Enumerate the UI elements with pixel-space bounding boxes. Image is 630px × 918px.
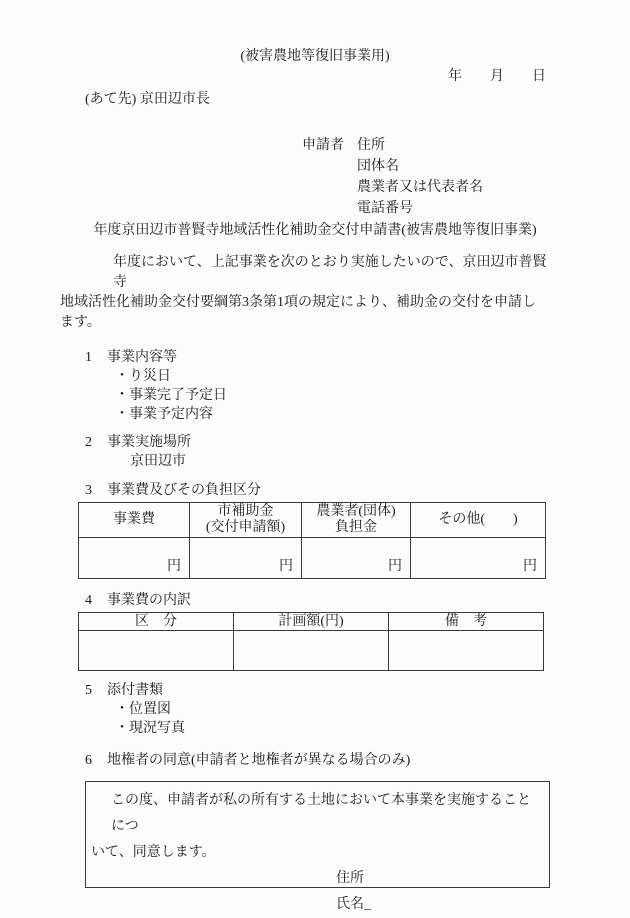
header-city-subsidy: [190, 503, 302, 538]
section5-title: 添付書類: [107, 683, 163, 698]
applicant-block: [302, 135, 630, 219]
document-title: 年度京田辺市普賢寺地域活性化補助金交付申請書(被害農地等復旧事業): [93, 223, 537, 238]
cell-empty: [234, 631, 389, 671]
section4-number: 4: [85, 593, 92, 608]
applicant-address-label: 住所: [357, 138, 385, 153]
section6-number: 6: [85, 753, 92, 768]
cell-empty: [79, 631, 234, 671]
header-text: 農業者(団体): [316, 504, 396, 519]
header-text: 市補助金: [217, 504, 274, 519]
cell-yen: 円: [79, 538, 190, 579]
landowner-consent-box: [85, 781, 550, 912]
section6-title: 地権者の同意(申請者と地権者が異なる場合のみ): [107, 753, 411, 768]
header-text: 事業費: [113, 512, 155, 527]
section3-number: 3: [85, 483, 92, 498]
body-line: 年度において、上記事業を次のとおり実施したいので、京田辺市普賢寺: [113, 255, 547, 290]
cell-yen: 円: [411, 538, 546, 579]
section4-heading: [85, 591, 630, 610]
consent-text-line: この度、申請者が私の所有する土地において本事業を実施することにつ: [111, 793, 531, 834]
date-line: 年 月 日: [448, 69, 546, 84]
applicant-phone-label: 電話番号: [357, 201, 413, 216]
consent-text-line: いて、同意します。: [91, 845, 216, 860]
header-category: 区 分: [79, 613, 234, 631]
section5-number: 5: [85, 683, 92, 698]
header-remarks: 備 考: [389, 613, 544, 631]
section6-heading: [85, 751, 630, 770]
list-item-disaster-date: ・り災日: [115, 369, 171, 384]
applicant-org-label: 団体名: [357, 159, 399, 174]
applicant-label: 申請者: [302, 138, 344, 153]
section1-number: 1: [85, 350, 92, 365]
section4-title: 事業費の内訳: [107, 593, 191, 608]
section2-heading: [85, 433, 630, 452]
section2-number: 2: [85, 435, 92, 450]
section3-heading: [85, 481, 630, 500]
consent-address-label: 住所: [336, 871, 364, 886]
header-project-cost: [79, 503, 190, 538]
section1-items: [0, 367, 630, 424]
header-text: その他( ): [438, 512, 518, 527]
table-header-row: [79, 613, 544, 631]
section1-heading: [85, 348, 630, 367]
cost-detail-table: [78, 612, 544, 671]
header-other: [411, 503, 546, 538]
section1-title: 事業内容等: [107, 350, 177, 365]
table-row: [79, 631, 544, 671]
applicant-fields: [357, 135, 483, 219]
header-text: (交付申請額): [205, 520, 286, 535]
section5-heading: [85, 681, 630, 700]
addressee-line: (あて先) 京田辺市長: [85, 92, 210, 107]
table-row: [79, 538, 546, 579]
cell-yen: 円: [302, 538, 411, 579]
section2-location: 京田辺市: [130, 454, 186, 469]
body-paragraph: [60, 253, 548, 333]
header-farmer-burden: [302, 503, 411, 538]
applicant-farmer-rep-label: 農業者又は代表者名: [357, 180, 483, 195]
cost-breakdown-table: [78, 502, 546, 579]
list-item-planned-content: ・事業予定内容: [115, 407, 213, 422]
form-type-note: (被害農地等復旧事業用): [240, 49, 390, 64]
list-item-current-photo: ・現況写真: [115, 721, 185, 736]
table-header-row: [79, 503, 546, 538]
section5-items: [0, 700, 630, 738]
body-line: 地域活性化補助金交付要綱第3条第1項の規定により、補助金の交付を申請し: [60, 295, 536, 310]
cell-yen: 円: [190, 538, 302, 579]
list-item-location-map: ・位置図: [115, 702, 171, 717]
section3-title: 事業費及びその負担区分: [107, 483, 261, 498]
section2-title: 事業実施場所: [107, 435, 191, 450]
cell-empty: [389, 631, 544, 671]
body-line: ます。: [60, 315, 101, 330]
list-item-completion-date: ・事業完了予定日: [115, 388, 227, 403]
consent-name-label: 氏名_: [336, 897, 371, 912]
header-planned-amount: 計画額(円): [234, 613, 389, 631]
header-text: 負担金: [335, 520, 377, 535]
